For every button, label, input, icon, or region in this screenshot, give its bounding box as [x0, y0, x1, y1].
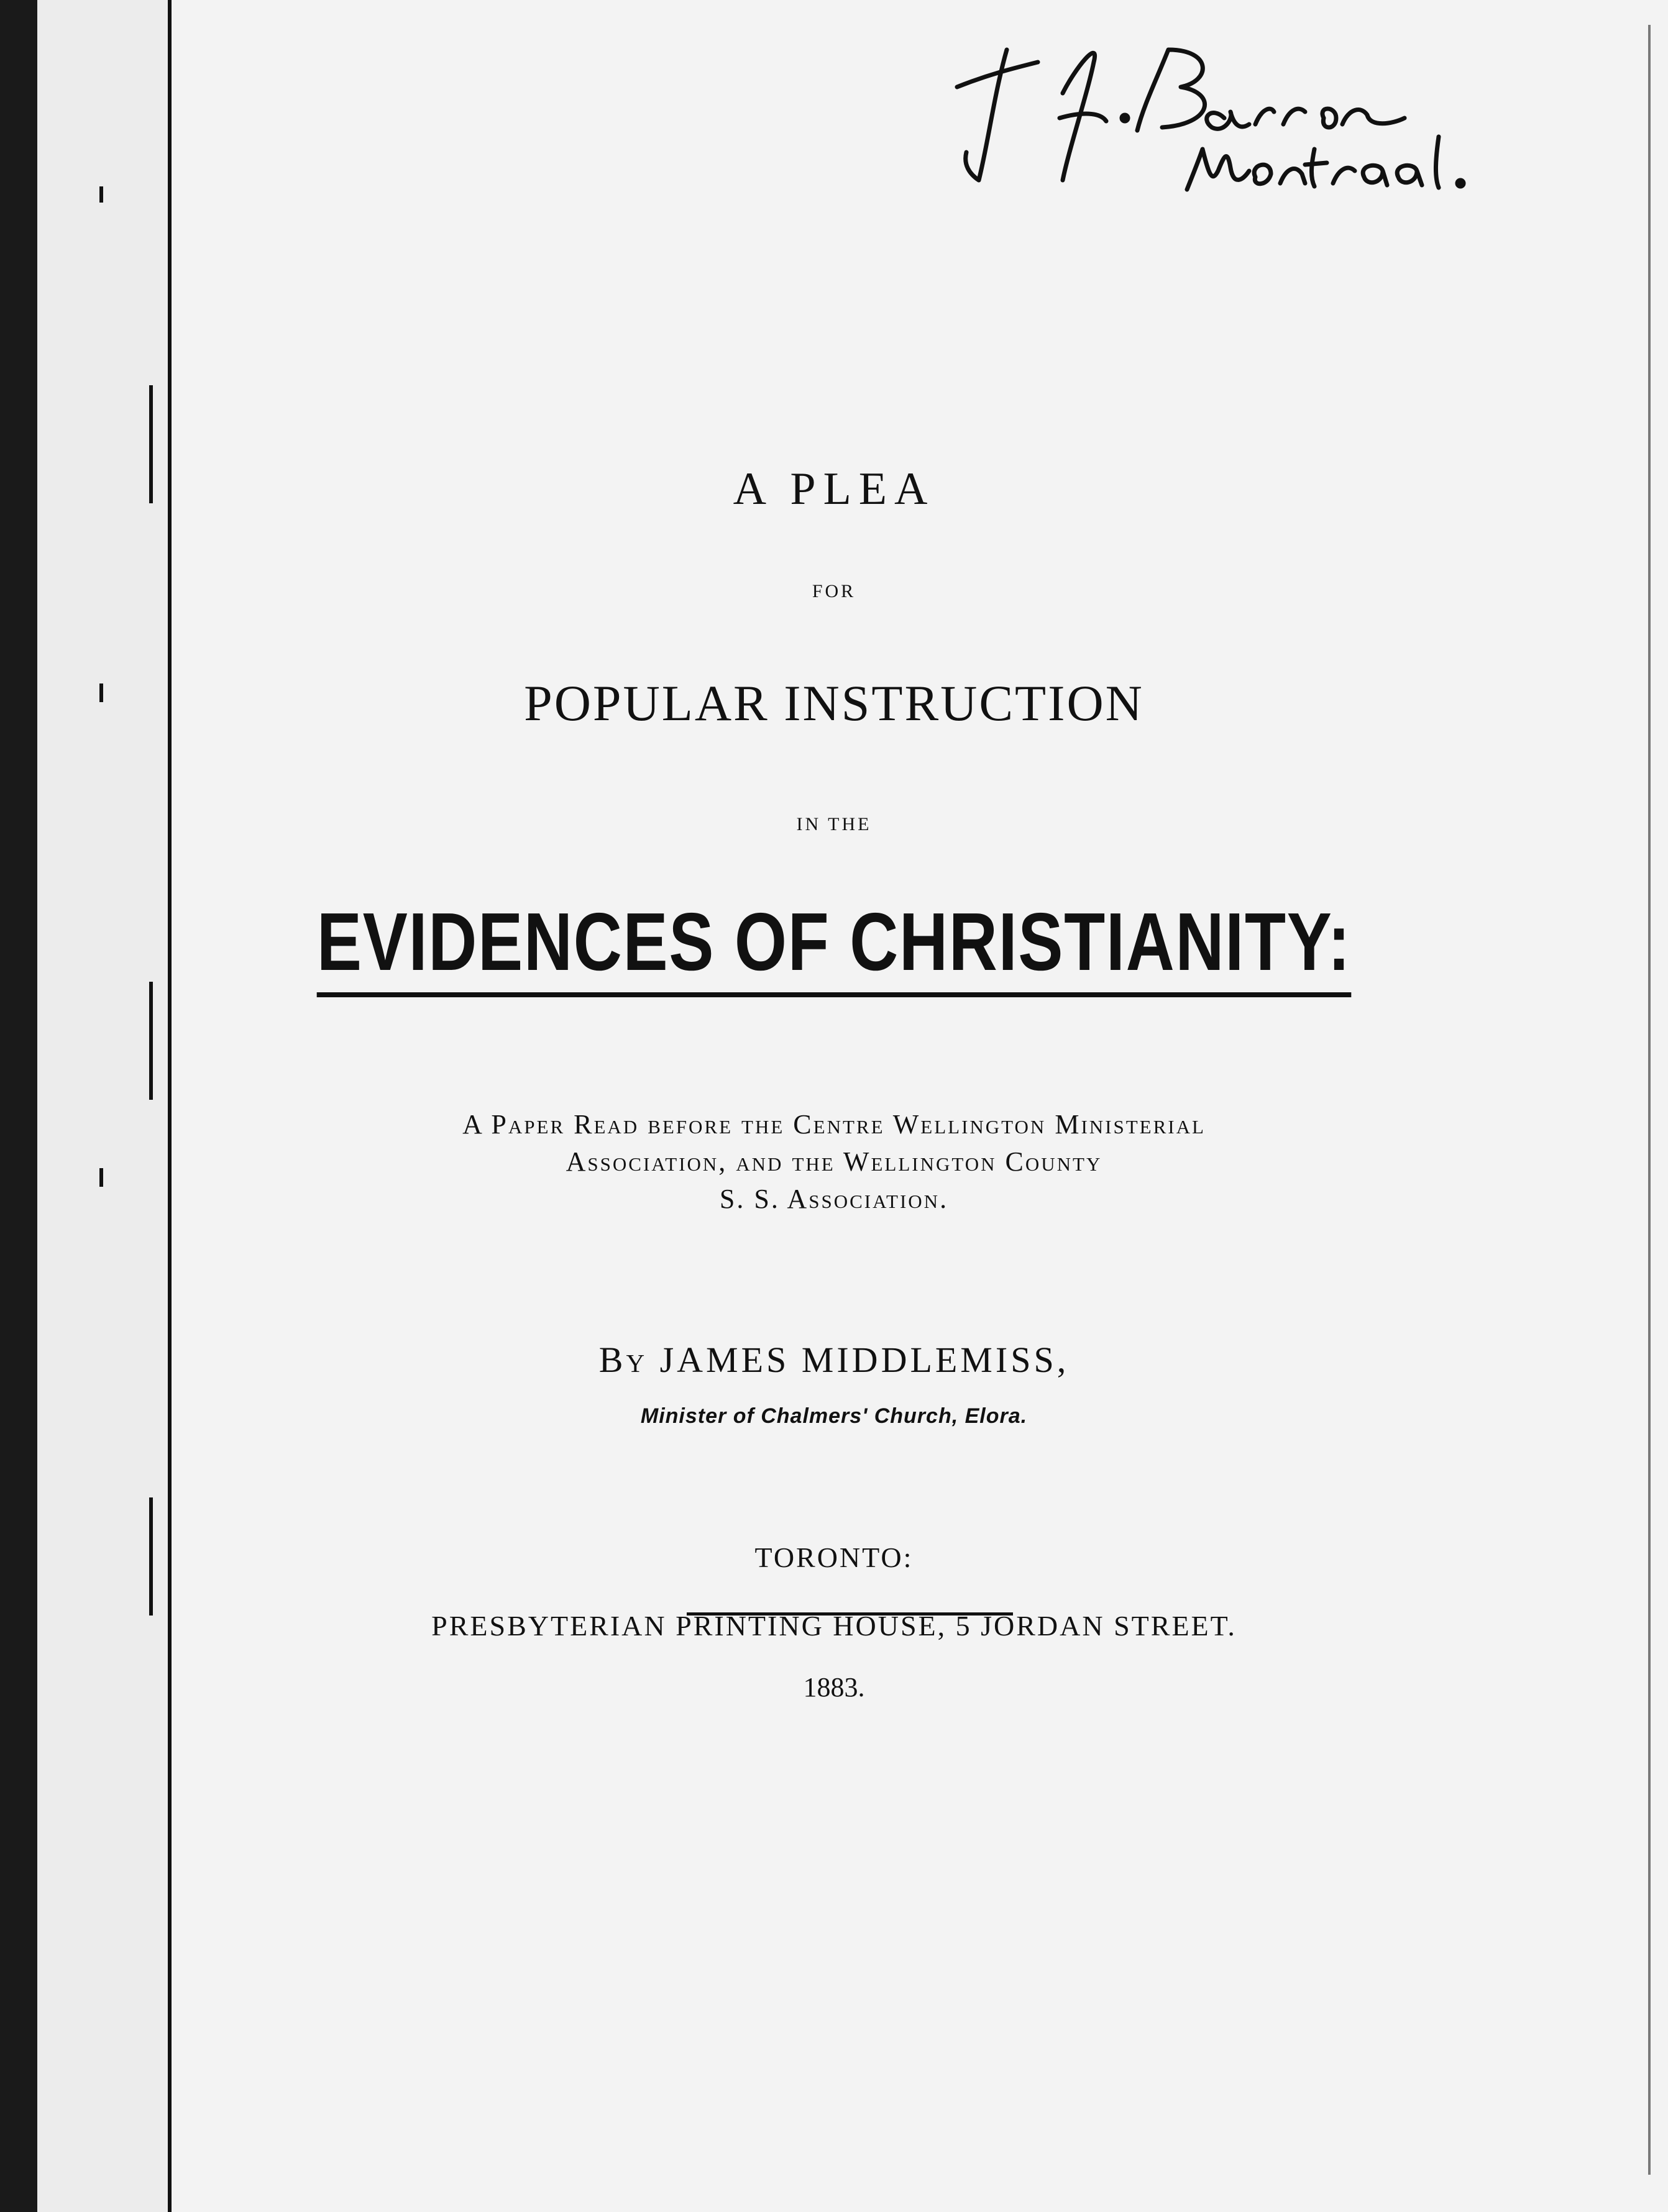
subtitle-line-3: S. S. Association. [719, 1184, 949, 1214]
page-edge [1648, 25, 1651, 2175]
subtitle [0, 1106, 1668, 1218]
subtitle-line-2: Association, and the Wellington County [566, 1146, 1102, 1177]
author-line [0, 1339, 1668, 1381]
imprint-year: 1883. [803, 1672, 865, 1702]
main-title-text: EVIDENCES OF CHRISTIANITY: [317, 895, 1351, 997]
title-in-the: IN THE [796, 814, 872, 834]
title-line-2: POPULAR INSTRUCTION [524, 675, 1144, 731]
title-line-1: A PLEA [733, 464, 935, 514]
author-name: JAMES MIDDLEMISS, [659, 1340, 1070, 1380]
author-role: Minister of Chalmers' Church, Elora. [640, 1404, 1028, 1428]
handwritten-signature [920, 25, 1572, 211]
main-title [150, 895, 1518, 997]
subtitle-line-1: A Paper Read before the Centre Wellington Ministerial [462, 1109, 1206, 1140]
imprint-publisher: PRESBYTERIAN PRINTING HOUSE, 5 JORDAN STREET. [431, 1610, 1237, 1642]
imprint-city: TORONTO: [754, 1542, 914, 1573]
author-by: By [598, 1340, 648, 1380]
title-for: FOR [812, 581, 856, 601]
